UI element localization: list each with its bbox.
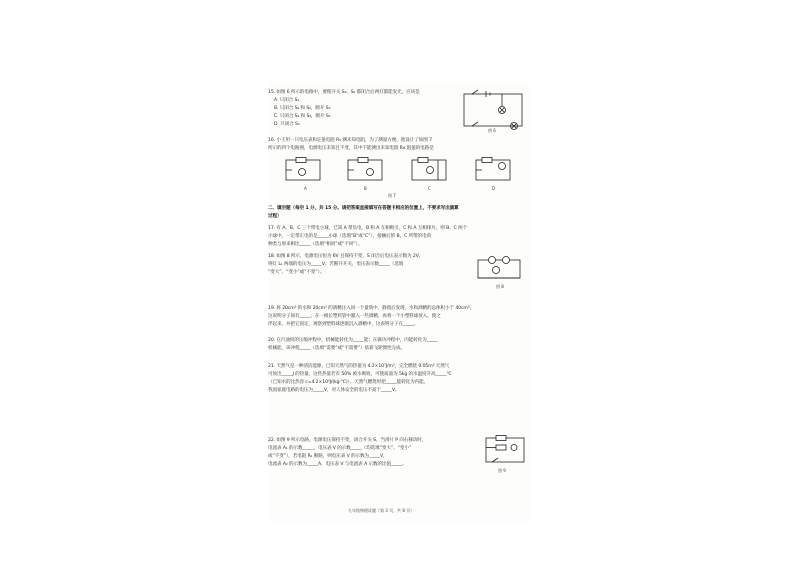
q15-figure-label: 图 6	[488, 128, 496, 133]
q16-circuit-d	[472, 156, 514, 184]
q19-line-3: 浮起来，并把它固定，观察到塑料球逐渐沉入酒精中，这表明分子在_____。	[268, 322, 419, 327]
q21-line-3: （已知水的比热容 c=4.2×10³J/(kg·℃)）。天然气燃烧时把_____能转化为内能。	[268, 380, 429, 385]
q17-line-2: 小球中，一定带正电的是_____小球（选填“B”或“C”），接触后的 B、C 所带的电荷	[268, 234, 431, 239]
q16-line-1: 16. 小王用一只电压表和定值电阻 R₀ 测未知电阻，为了测量方便，他设计了如图 7	[268, 138, 432, 143]
q16-option-c-label: C	[428, 186, 431, 191]
q16-circuit-c	[408, 156, 450, 184]
q16-line-2: 所示的四个电路图，电源电压未知且不变，其中不能测出未知电阻 Rx 阻值的电路是	[268, 146, 434, 151]
q19-line-2: 这说明分子间有_____；在一根长塑料管中灌入一些酒精，再将一个小塑料球放入，使之	[268, 314, 441, 319]
q17-line-3: 种类与原来相比_____（选填“相同”或“不同”）。	[268, 242, 363, 247]
q22-circuit-diagram	[482, 434, 528, 473]
q16-option-a-label: A	[304, 186, 307, 191]
q21-line-4: 我国家庭电路的电压为_____V，对人体安全的电压不高于_____V。	[268, 388, 400, 393]
q18-figure-label: 图 8	[496, 284, 504, 289]
q16-option-d-label: D	[492, 186, 496, 191]
q22-line-3: 或“不变”），若电阻 R₁ 断路，则电压表 V 的示数为_____V，	[268, 454, 388, 459]
q15-stem: 15. 如图 6 所示的电路中，要使开关 S₁、S₂ 都闭合后两灯都能发光，应该是	[268, 90, 420, 95]
q17-line-1: 17. 有 A、B、C 三个带电小球，已知 A 带负电，B 和 A 互相吸引，C 和 A 互相排斥，则 B、C 两个	[268, 226, 468, 231]
section-2-heading: 二、填空题（每空 1 分，共 15 分。请把答案直接填写在答题卡相应的位置上，不要求写出演算	[268, 206, 459, 211]
q18-line-2: 则灯 L₁ 两端的电压为_____V；若断开开关，电压表示数_____（选填	[268, 262, 404, 267]
q21-line-2: 可放出_____J 的热量，这些热量若有 50% 被水吸收，可使质量为 5kg 的水温度升高_____℃	[268, 372, 452, 377]
q15-option-a: A. 只闭合 S₁	[274, 98, 300, 103]
q22-line-2: 电流表 A₁ 的示数_____，电压表 V 的示数_____（均选填“变大”、“变小”	[268, 446, 412, 451]
q16-circuit-b	[344, 156, 386, 184]
q15-option-c: C. 只闭合 S₁ 和 S₃，断开 S₂	[274, 114, 331, 119]
q15-circuit-diagram	[458, 86, 528, 132]
q20-line-1: 20. 在汽油机的压缩冲程中，机械能转化为_____能；在做功冲程中，内能转化为_____	[268, 338, 438, 343]
q15-option-d: D. 只闭合 S₃	[274, 122, 300, 127]
q15-option-b: B. 只闭合 S₁ 和 S₂，断开 S₃	[274, 106, 331, 111]
q21-line-1: 21. 天然气是一种清洁能源，已知天然气的热值为 4.2×10⁷J/m³，完全燃烧 0.05m³ 天然气	[268, 364, 450, 369]
q18-line-1: 18. 如图 8 所示，电源电压恒为 6V 且保持不变，S 闭合后电压表示数为 2V，	[268, 254, 424, 259]
q16-option-b-label: B	[364, 186, 367, 191]
q18-line-3: “变大”、“变小”或“不变”）。	[268, 270, 325, 275]
q22-figure-label: 图 9	[498, 468, 506, 473]
q16-circuit-a	[282, 156, 324, 184]
q22-line-1: 22. 如图 9 所示电路，电源电压保持不变，闭合开关 S，当滑片 P 向右移动时，	[268, 438, 427, 443]
q16-figure-label: 图 7	[388, 193, 396, 198]
q19-line-1: 19. 将 20cm³ 的水和 20cm³ 的酒精注入同一个量筒中，静置后发现，水和酒精的总体积小于 40cm³，	[268, 306, 475, 311]
q22-line-4: 电流表 A₂ 的示数为_____A，电压表 V 与电流表 A 示数的比值_____。	[268, 462, 407, 467]
q20-line-2: 机械能，该冲程_____（选填“需要”或“不需要”）依靠飞轮惯性完成。	[268, 346, 405, 351]
exam-page	[268, 82, 530, 522]
section-2-heading-cont: 过程）	[268, 214, 282, 219]
q18-circuit-diagram	[474, 254, 524, 289]
page-footer: 九年级物理试题（第 3 页，共 8 页）	[348, 508, 415, 513]
